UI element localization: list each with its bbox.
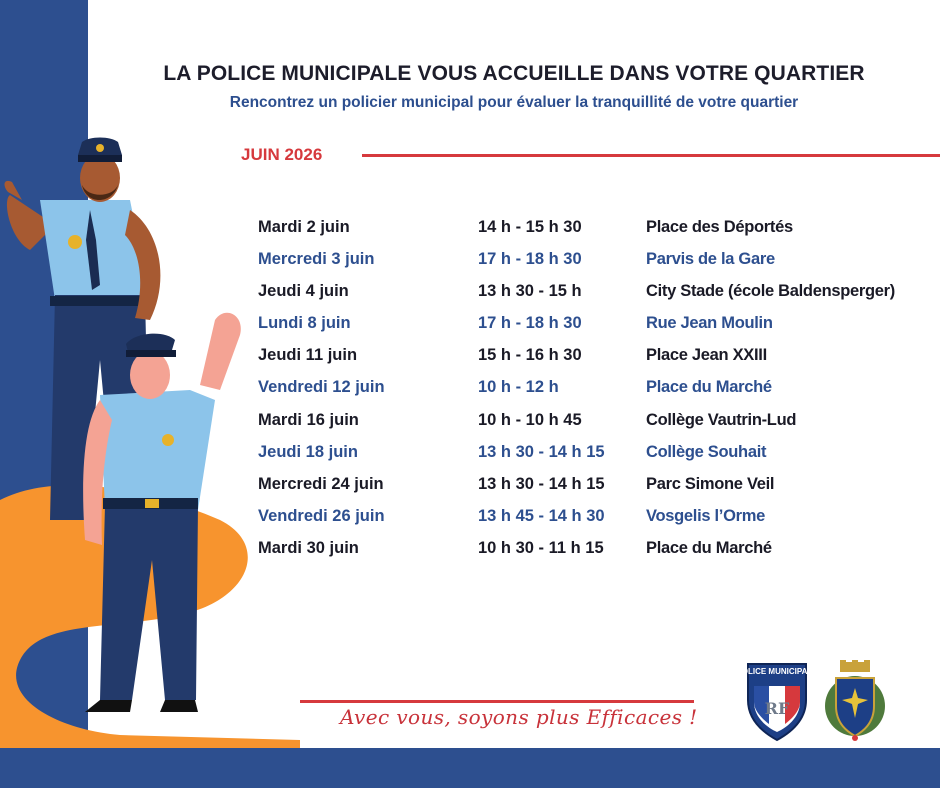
schedule-place: Collège Vautrin-Lud (646, 410, 797, 429)
schedule-day: Vendredi 12 juin (258, 378, 385, 397)
schedule-row (258, 374, 938, 406)
schedule-time: 13 h 30 - 15 h (478, 282, 582, 301)
slogan: Avec vous, soyons plus Efficaces ! (340, 705, 698, 729)
schedule-place: Parc Simone Veil (646, 474, 775, 493)
schedule-time: 13 h 30 - 14 h 15 (478, 442, 605, 461)
page-title: LA POLICE MUNICIPALE VOUS ACCUEILLE DANS VOTRE QUARTIER (163, 62, 865, 85)
schedule-day: Mercredi 3 juin (258, 250, 375, 269)
schedule-day: Mardi 2 juin (258, 218, 350, 236)
schedule-place: Collège Souhait (646, 442, 767, 461)
police-monogram: RF (764, 699, 790, 718)
schedule-time: 13 h 30 - 14 h 15 (478, 474, 605, 493)
schedule-row (258, 310, 938, 342)
schedule-row (258, 342, 938, 374)
schedule-row (258, 246, 938, 278)
schedule-place: Place Jean XXIII (646, 346, 767, 365)
month-label: JUIN 2026 (241, 145, 323, 164)
schedule-row (258, 503, 938, 535)
schedule-day: Mardi 30 juin (258, 538, 359, 557)
schedule-row (258, 439, 938, 471)
schedule-time: 10 h - 10 h 45 (478, 410, 582, 429)
bottom-blue-band (0, 748, 940, 788)
month-divider (362, 154, 940, 157)
police-officer-illustration (0, 120, 300, 748)
schedule-place: Rue Jean Moulin (646, 314, 773, 333)
city-coat-of-arms-icon (822, 660, 888, 742)
schedule-table (258, 214, 938, 567)
schedule-day: Jeudi 18 juin (258, 442, 358, 461)
schedule-row (258, 471, 938, 503)
schedule-place: Parvis de la Gare (646, 250, 775, 269)
schedule-place: Place des Déportés (646, 218, 793, 236)
schedule-row (258, 535, 938, 567)
schedule-time: 13 h 45 - 14 h 30 (478, 506, 605, 525)
schedule-day: Mercredi 24 juin (258, 474, 384, 493)
schedule-row (258, 278, 938, 310)
schedule-day: Vendredi 26 juin (258, 506, 385, 525)
schedule-place: City Stade (école Baldensperger) (646, 282, 895, 301)
schedule-day: Jeudi 4 juin (258, 282, 349, 301)
police-municipale-badge-icon (736, 660, 818, 742)
schedule-day: Mardi 16 juin (258, 410, 359, 429)
schedule-place: Place du Marché (646, 538, 772, 557)
page-subtitle: Rencontrez un policier municipal pour évaluer la tranquillité de votre quartier (229, 94, 799, 111)
schedule-row (258, 407, 938, 439)
schedule-time: 10 h 30 - 11 h 15 (478, 538, 604, 557)
schedule-day: Jeudi 11 juin (258, 346, 358, 365)
schedule-time: 15 h - 16 h 30 (478, 346, 582, 365)
schedule-row (258, 214, 938, 246)
schedule-day: Lundi 8 juin (258, 314, 351, 333)
schedule-time: 14 h - 15 h 30 (478, 218, 582, 236)
slogan-divider (300, 700, 694, 703)
schedule-time: 10 h - 12 h (478, 378, 559, 397)
schedule-place: Vosgelis l’Orme (646, 506, 765, 525)
schedule-time: 17 h - 18 h 30 (478, 250, 582, 269)
schedule-time: 17 h - 18 h 30 (478, 314, 582, 333)
schedule-place: Place du Marché (646, 378, 772, 397)
police-badge-text: POLICE MUNICIPALE (736, 667, 818, 676)
